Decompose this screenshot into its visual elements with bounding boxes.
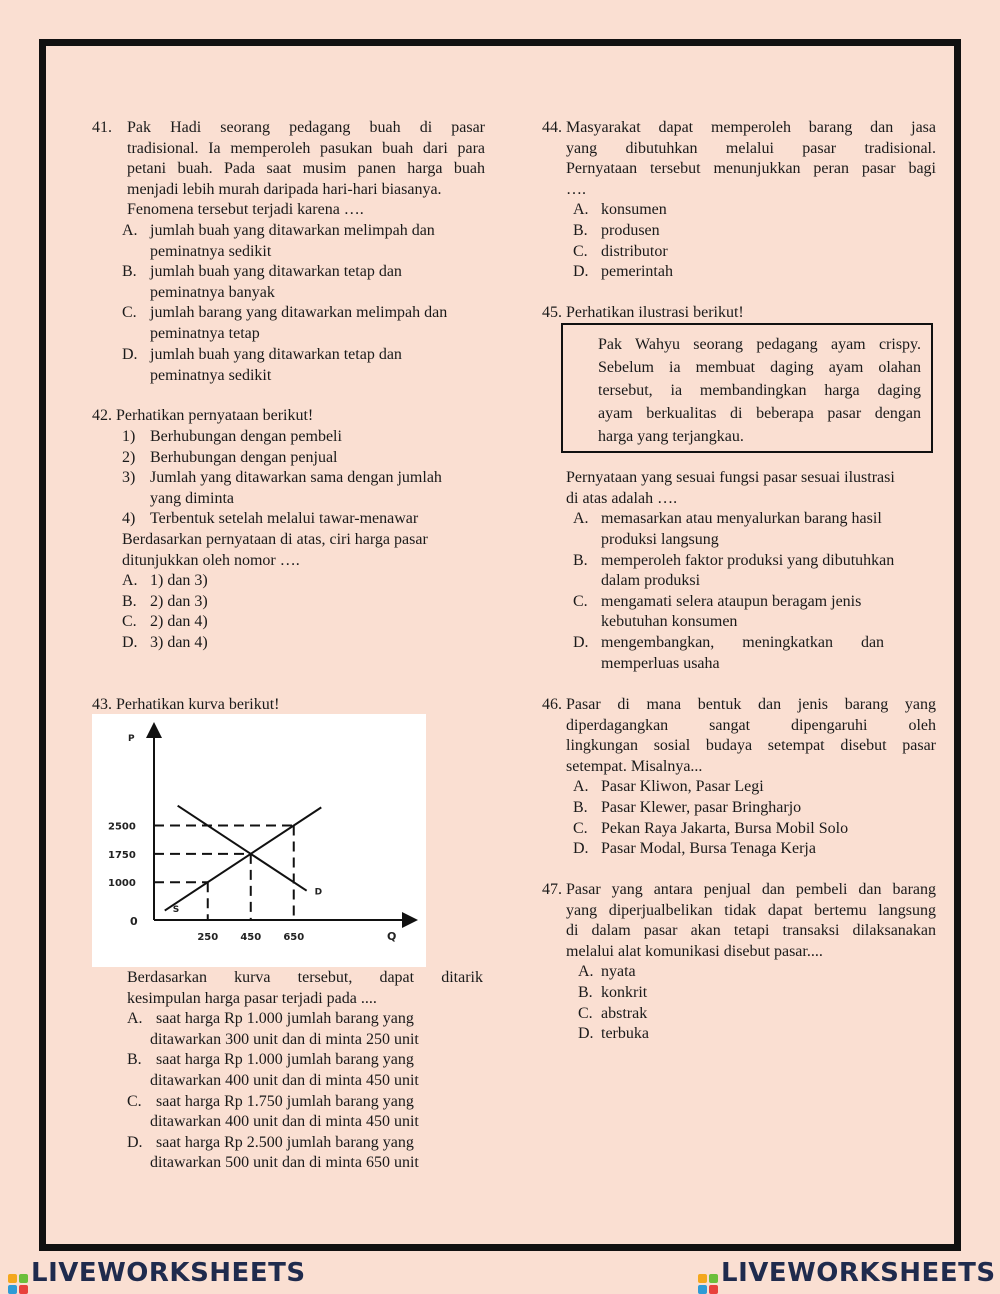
q46-option-letter[interactable]: A. xyxy=(573,778,589,796)
illustration-line: tersebut, ia membandingkan harga daging xyxy=(598,382,921,399)
supply-demand-chart xyxy=(92,714,426,967)
q47-option-letter[interactable]: B. xyxy=(578,984,593,1001)
footer-brand-right[interactable] xyxy=(698,1258,996,1294)
liveworksheets-logo-icon xyxy=(8,1274,28,1294)
q42-option-letter[interactable]: D. xyxy=(122,634,138,651)
q44-option-d[interactable]: pemerintah xyxy=(601,263,673,281)
q41-stem-line: Pak Hadi seorang pedagang buah di pasar xyxy=(127,119,485,136)
q46-stem-line: lingkungan sosial budaya setempat disebut pasar xyxy=(566,737,936,755)
demand-label: D xyxy=(314,887,323,898)
demand-curve xyxy=(178,806,307,891)
q45-option-c-cont[interactable]: kebutuhan konsumen xyxy=(601,613,738,631)
q45-option-b[interactable]: memperoleh faktor produksi yang dibutuhkan xyxy=(601,551,895,569)
q44-option-a[interactable]: konsumen xyxy=(601,201,667,219)
q45-option-d[interactable]: mengembangkan, meningkatkan dan xyxy=(601,634,885,651)
origin-label: 0 xyxy=(130,915,138,928)
q41-option-d[interactable]: jumlah buah yang ditawarkan tetap dan xyxy=(150,346,402,363)
y-tick-label: 2500 xyxy=(108,821,136,833)
brand-name: LIVEWORKSHEETS xyxy=(721,1258,996,1288)
q47-number: 47. xyxy=(542,881,562,898)
illustration-line: Pak Wahyu seorang pedagang ayam crispy. xyxy=(598,336,921,353)
illustration-line: Sebelum ia membuat daging ayam olahan xyxy=(598,359,921,376)
q42-option-a[interactable]: 1) dan 3) xyxy=(150,572,208,590)
q44-number: 44. xyxy=(542,119,562,136)
q46-option-letter[interactable]: C. xyxy=(573,819,588,837)
liveworksheets-logo-icon xyxy=(698,1274,718,1294)
q43-option-c[interactable]: saat harga Rp 1.750 jumlah barang yang xyxy=(156,1092,414,1110)
q44-stem-line: Pernyataan tersebut menunjukkan peran pasar bagi xyxy=(566,160,936,178)
q42-option-letter[interactable]: B. xyxy=(122,592,137,610)
q42-statement: Berhubungan dengan pembeli xyxy=(150,428,342,445)
q42-statement-number: 2) xyxy=(122,448,136,466)
q45-option-a-cont[interactable]: produksi langsung xyxy=(601,531,719,548)
q42-statement: Terbentuk setelah melalui tawar-menawar xyxy=(150,510,419,528)
q46-option-letter[interactable]: D. xyxy=(573,840,589,858)
q46-number: 46. xyxy=(542,696,562,713)
q43-option-a[interactable]: saat harga Rp 1.000 jumlah barang yang xyxy=(156,1010,414,1028)
q42-statement-cont: yang diminta xyxy=(150,489,234,507)
q43-option-letter[interactable]: A. xyxy=(127,1010,143,1028)
q44-option-letter[interactable]: D. xyxy=(573,263,589,281)
q44-stem-line: …. xyxy=(566,180,586,198)
q44-stem-line: yang dibutuhkan melalui pasar tradisional. xyxy=(566,139,936,157)
q46-stem-line: setempat. Misalnya... xyxy=(566,757,703,775)
q42-statement-number: 1) xyxy=(122,428,136,445)
illustration-line: harga yang terjangkau. xyxy=(598,428,744,445)
q47-option-letter[interactable]: C. xyxy=(578,1004,593,1022)
brand-name: LIVEWORKSHEETS xyxy=(31,1258,306,1288)
q46-option-b[interactable]: Pasar Klewer, pasar Bringharjo xyxy=(601,799,802,816)
q46-stem-line: Pasar di mana bentuk dan jenis barang yang xyxy=(566,696,936,713)
supply-curve xyxy=(165,807,322,910)
q43-option-c-cont[interactable]: ditawarkan 400 unit dan di minta 450 unit xyxy=(150,1113,419,1131)
q42-question: Berdasarkan pernyataan di atas, ciri harga pasar xyxy=(122,531,428,548)
q43-option-a-cont[interactable]: ditawarkan 300 unit dan di minta 250 unit xyxy=(150,1030,419,1048)
q44-option-letter[interactable]: C. xyxy=(573,242,588,260)
q43-option-letter[interactable]: B. xyxy=(127,1051,142,1069)
q41-number: 41. xyxy=(92,119,112,136)
q43-title: 43. Perhatikan kurva berikut! xyxy=(92,696,280,713)
q45-option-letter[interactable]: C. xyxy=(573,592,588,610)
q42-statement: Berhubungan dengan penjual xyxy=(150,448,338,466)
q44-option-letter[interactable]: B. xyxy=(573,222,588,239)
q45-option-letter[interactable]: B. xyxy=(573,551,588,569)
q41-stem-line: petani buah. Pada saat musim panen harga buah xyxy=(127,160,485,178)
q43-option-letter[interactable]: C. xyxy=(127,1092,142,1110)
supply-label: S xyxy=(172,905,180,916)
supply-demand-graph xyxy=(92,714,426,967)
footer-brand-left[interactable] xyxy=(8,1258,306,1294)
q45-option-letter[interactable]: A. xyxy=(573,510,589,528)
q47-option-b[interactable]: konkrit xyxy=(601,984,648,1001)
q45-option-b-cont[interactable]: dalam produksi xyxy=(601,572,701,590)
q43-option-b-cont[interactable]: ditawarkan 400 unit dan di minta 450 unit xyxy=(150,1072,419,1089)
q41-stem-line: Fenomena tersebut terjadi karena …. xyxy=(127,201,364,219)
y-tick-label: 1000 xyxy=(108,878,136,890)
q43-question: Berdasarkan kurva tersebut, dapat ditarik xyxy=(127,969,483,986)
q46-option-letter[interactable]: B. xyxy=(573,799,588,816)
q41-option-c[interactable]: jumlah barang yang ditawarkan melimpah dan xyxy=(150,304,448,322)
y-tick-label: 1750 xyxy=(108,849,136,861)
q47-stem-line: Pasar yang antara penjual dan pembeli dan barang xyxy=(566,881,936,898)
q41-option-letter[interactable]: A. xyxy=(122,222,138,239)
q42-statement-number: 4) xyxy=(122,510,136,528)
q42-option-letter[interactable]: A. xyxy=(122,572,138,590)
x-axis-label: Q xyxy=(387,930,397,943)
q47-option-c[interactable]: abstrak xyxy=(601,1004,648,1022)
q45-question: Pernyataan yang sesuai fungsi pasar sesuai ilustrasi xyxy=(566,469,895,487)
q45-title: 45. Perhatikan ilustrasi berikut! xyxy=(542,304,744,322)
q47-stem-line: yang diperjualbelikan tidak dapat bertemu langsung xyxy=(566,901,936,919)
q47-option-a[interactable]: nyata xyxy=(601,963,636,981)
q42-option-letter[interactable]: C. xyxy=(122,613,137,631)
q43-option-b[interactable]: saat harga Rp 1.000 jumlah barang yang xyxy=(156,1051,414,1069)
q47-option-d[interactable]: terbuka xyxy=(601,1025,649,1043)
x-tick-label: 650 xyxy=(283,932,305,943)
q43-option-d[interactable]: saat harga Rp 2.500 jumlah barang yang xyxy=(156,1133,414,1151)
q45-option-c[interactable]: mengamati selera ataupun beragam jenis xyxy=(601,592,862,610)
q41-stem-line: tradisional. Ia memperoleh pasukan buah dari para xyxy=(127,139,485,157)
q43-option-letter[interactable]: D. xyxy=(127,1133,143,1151)
q47-stem-line: melalui alat komunikasi disebut pasar.... xyxy=(566,942,823,960)
q42-title: 42. Perhatikan pernyataan berikut! xyxy=(92,407,314,424)
q41-option-d-cont[interactable]: peminatnya sedikit xyxy=(150,367,272,384)
q41-option-b[interactable]: jumlah buah yang ditawarkan tetap dan xyxy=(150,263,402,281)
q46-option-c[interactable]: Pekan Raya Jakarta, Bursa Mobil Solo xyxy=(601,819,849,837)
q47-option-letter[interactable]: D. xyxy=(578,1025,594,1043)
q41-option-letter[interactable]: D. xyxy=(122,346,138,363)
q42-option-c[interactable]: 2) dan 4) xyxy=(150,613,208,631)
q42-statement-number: 3) xyxy=(122,469,136,487)
q46-option-a[interactable]: Pasar Kliwon, Pasar Legi xyxy=(601,778,764,796)
q44-option-b[interactable]: produsen xyxy=(601,222,660,239)
q45-option-d-cont[interactable]: memperluas usaha xyxy=(601,654,720,672)
q41-stem-line: menjadi lebih murah daripada hari-hari biasanya. xyxy=(127,180,442,198)
q42-statement: Jumlah yang ditawarkan sama dengan jumlah xyxy=(150,469,442,487)
q46-stem-line: diperdagangkan sangat dipengaruhi oleh xyxy=(566,716,936,734)
q45-question: di atas adalah …. xyxy=(566,489,678,507)
q41-option-a-cont[interactable]: peminatnya sedikit xyxy=(150,242,272,260)
q41-option-c-cont[interactable]: peminatnya tetap xyxy=(150,325,260,342)
x-tick-label: 450 xyxy=(240,932,262,943)
illustration-line: ayam berkualitas di beberapa pasar dengan xyxy=(598,405,921,422)
q41-option-a[interactable]: jumlah buah yang ditawarkan melimpah dan xyxy=(150,222,435,239)
q47-stem-line: di dalam pasar akan tetapi transaksi dilaksanakan xyxy=(566,922,936,940)
q46-option-d[interactable]: Pasar Modal, Bursa Tenaga Kerja xyxy=(601,840,816,858)
q45-option-letter[interactable]: D. xyxy=(573,634,589,651)
x-tick-label: 250 xyxy=(197,932,219,943)
q47-option-letter[interactable]: A. xyxy=(578,963,594,981)
q44-option-letter[interactable]: A. xyxy=(573,201,589,219)
q45-option-a[interactable]: memasarkan atau menyalurkan barang hasil xyxy=(601,510,882,528)
q42-option-d[interactable]: 3) dan 4) xyxy=(150,634,208,651)
q42-question: ditunjukkan oleh nomor …. xyxy=(122,551,300,569)
q43-option-d-cont[interactable]: ditawarkan 500 unit dan di minta 650 unit xyxy=(150,1154,419,1172)
q41-option-letter[interactable]: C. xyxy=(122,304,137,322)
q43-question: kesimpulan harga pasar terjadi pada .... xyxy=(127,989,377,1007)
q44-stem-line: Masyarakat dapat memperoleh barang dan jasa xyxy=(566,119,936,136)
q41-option-letter[interactable]: B. xyxy=(122,263,137,281)
y-axis-label: P xyxy=(128,734,135,744)
q41-option-b-cont[interactable]: peminatnya banyak xyxy=(150,283,275,301)
q42-option-b[interactable]: 2) dan 3) xyxy=(150,592,208,610)
q44-option-c[interactable]: distributor xyxy=(601,242,668,260)
